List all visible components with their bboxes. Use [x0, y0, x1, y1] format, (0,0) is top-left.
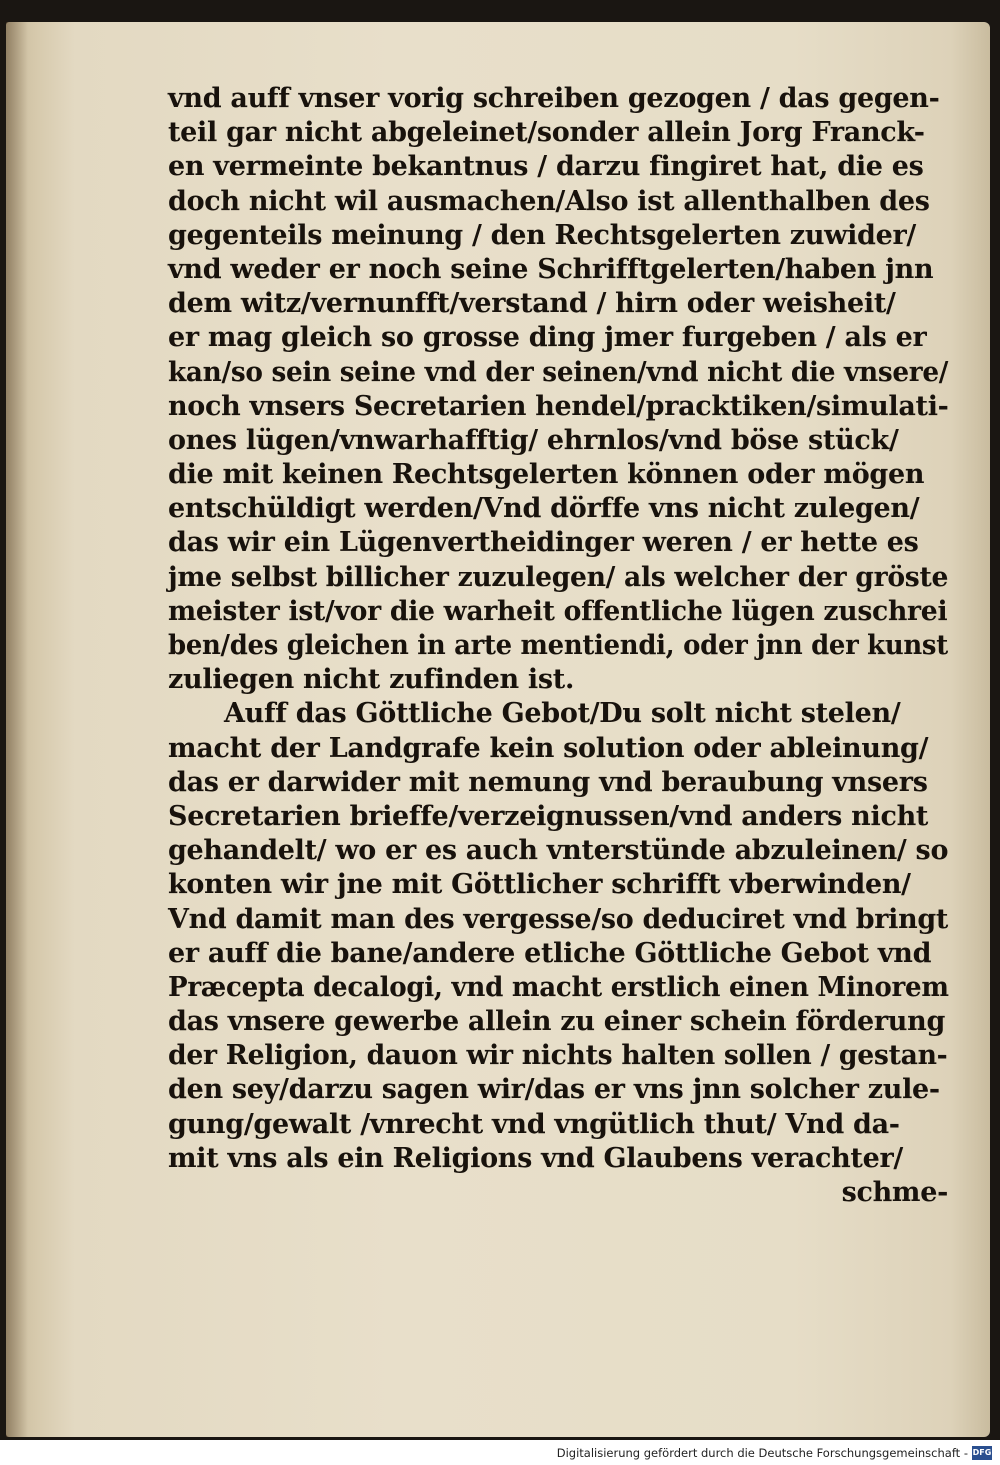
text-line: das vnsere gewerbe allein zu einer schein förderung: [168, 1006, 946, 1038]
text-line: dem witz/vernunfft/verstand / hirn oder weisheit/: [168, 288, 896, 320]
text-line: vnd auff vnser vorig schreiben gezogen / das gegen-: [168, 83, 940, 114]
text-line: gehandelt/ wo er es auch vnterstünde abzuleinen/ so: [168, 835, 949, 867]
text-line: die mit keinen Rechtsgelerten können oder mögen: [168, 459, 925, 491]
text-line: der Religion, dauon wir nichts halten sollen / gestan-: [168, 1040, 948, 1072]
text-line: Vnd damit man des vergesse/so deduciret vnd bringt: [168, 903, 949, 935]
text-line: kan/so sein seine vnd der seinen/vnd nicht die vnsere/: [168, 356, 949, 388]
text-line: jme selbst billicher zuzulegen/ als welcher der gröste: [168, 561, 949, 593]
text-line: konten wir jne mit Göttlicher schrifft vberwinden/: [168, 869, 911, 901]
funding-credit: Digitalisierung gefördert durch die Deutsche Forschungsgemeinschaft -: [556, 1445, 968, 1460]
text-line: doch nicht wil ausmachen/Also ist allenthalben des: [168, 185, 930, 217]
catchword: schme-: [841, 1177, 948, 1208]
text-line: ben/des gleichen in arte mentiendi, oder jnn der kunst: [168, 630, 948, 661]
text-line: entschüldigt werden/Vnd dörffe vns nicht zulegen/: [168, 493, 920, 525]
text-line: noch vnsers Secretarien hendel/pracktiken/simulati-: [168, 390, 949, 422]
text-line: macht der Landgrafe kein solution oder ableinung/: [168, 732, 929, 764]
text-line: er mag gleich so grosse ding jmer furgeben / als er: [168, 322, 927, 354]
text-line: en vermeinte bekantnus / darzu fingiret hat, die es: [168, 151, 924, 183]
text-line: gegenteils meinung / den Rechtsgelerten zuwider/: [168, 219, 916, 251]
text-line: teil gar nicht abgeleinet/sonder allein Jorg Franck-: [168, 117, 925, 149]
text-line: er auff die bane/andere etliche Göttliche Gebot vnd: [168, 937, 932, 969]
footer-bar: [0, 1440, 1000, 1465]
spine-shadow: [6, 22, 28, 1437]
text-line: den sey/darzu sagen wir/das er vns jnn solcher zule-: [168, 1074, 940, 1106]
text-line: Auff das Göttliche Gebot/Du solt nicht stelen/: [224, 698, 901, 730]
text-line: das er darwider mit nemung vnd beraubung vnsers: [168, 766, 928, 798]
text-line: zuliegen nicht zufinden ist.: [168, 664, 575, 696]
text-line: vnd weder er noch seine Schrifftgelerten/haben jnn: [168, 253, 934, 285]
text-line: ones lügen/vnwarhafftig/ ehrnlos/vnd böse stück/: [168, 424, 899, 456]
page-text-block: [168, 82, 948, 1210]
text-line: meister ist/vor die warheit offentliche lügen zuschrei: [168, 595, 948, 627]
text-line: Secretarien brieffe/verzeignussen/vnd anders nicht: [168, 800, 929, 832]
text-line: das wir ein Lügenvertheidinger weren / er hette es: [168, 527, 919, 559]
text-line: Præcepta decalogi, vnd macht erstlich einen Minorem: [168, 971, 949, 1003]
text-line: mit vns als ein Religions vnd Glaubens verachter/: [168, 1142, 903, 1174]
dfg-logo-icon: DFG: [972, 1446, 992, 1460]
text-line: gung/gewalt /vnrecht vnd vngütlich thut/ Vnd da-: [168, 1108, 900, 1140]
